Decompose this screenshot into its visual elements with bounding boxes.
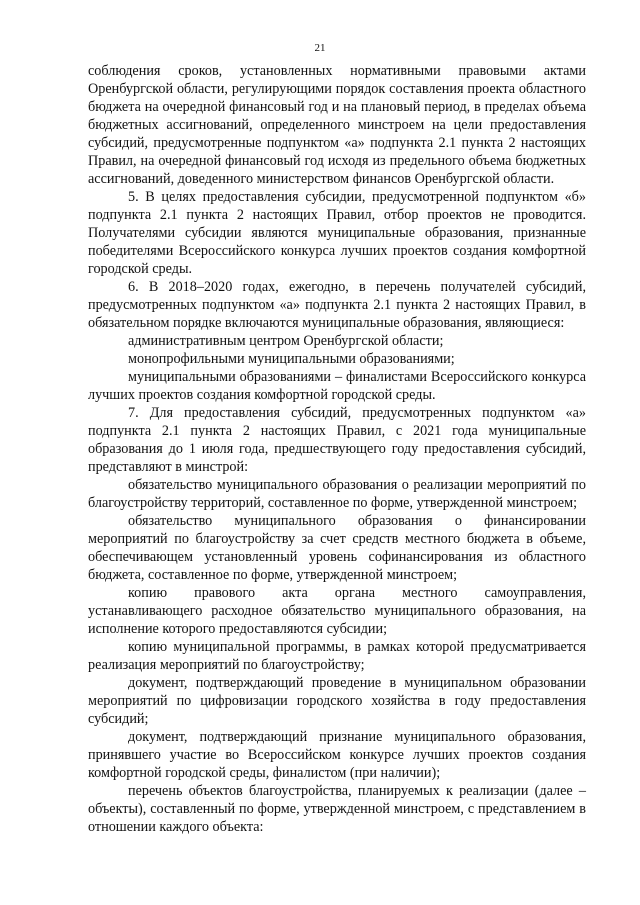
paragraph: копию правового акта органа местного самоуправления, устанавливающего расходное обязательство муниципального образования, на исполнение которого предоставляются субсидии;	[88, 585, 586, 637]
paragraph: документ, подтверждающий проведение в муниципальном образовании мероприятий по цифровизации городского хозяйства в году предоставления субсидий;	[88, 675, 586, 727]
paragraph: монопрофильными муниципальными образованиями;	[128, 351, 455, 367]
paragraph: 5. В целях предоставления субсидии, предусмотренной подпунктом «б» подпункта 2.1 пункта 2 настоящих Правил, отбор проектов не проводится. Получателями субсидии являются муниципальные образования, признанные победителями Всероссийского конкурса лучших проектов создания комфортной городской среды.	[88, 189, 586, 277]
paragraph: 7. Для предоставления субсидий, предусмотренных подпунктом «а» подпункта 2.1 пункта 2 настоящих Правил, с 2021 года муниципальные образования до 1 июля года, предшествующего году предоставления субсидий, представляют в минстрой:	[88, 405, 586, 475]
page-number: 21	[314, 42, 326, 54]
paragraph: обязательство муниципального образования о реализации мероприятий по благоустройству территорий, составленное по форме, утвержденной минстроем;	[88, 477, 586, 511]
paragraph: документ, подтверждающий признание муниципального образования, принявшего участие во Всероссийском конкурсе лучших проектов создания комфортной городской среды, финалистом (при наличии);	[88, 729, 586, 781]
paragraph: обязательство муниципального образования о финансировании мероприятий по благоустройству за счет средств местного бюджета в объеме, обеспечивающем установленный уровень софинансирования из областного бюджета, составленное по форме, утвержденной минстроем;	[88, 513, 586, 583]
paragraph: соблюдения сроков, установленных нормативными правовыми актами Оренбургской области, регулирующими порядок составления проекта областного бюджета на очередной финансовый год и на плановый период, в пределах объема бюджетных ассигнований, определенного минстроем на цели предоставления субсидий, предусмотренные подпунктом «а» подпункта 2.1 пункта 2 настоящих Правил, на очередной финансовый год исходя из предельного объема бюджетных ассигнований, доведенного министерством финансов Оренбургской области.	[88, 63, 586, 187]
body-text	[88, 62, 586, 836]
paragraph: перечень объектов благоустройства, планируемых к реализации (далее – объекты), составленный по форме, утвержденной минстроем, с представлением в отношении каждого объекта:	[88, 783, 586, 835]
paragraph: копию муниципальной программы, в рамках которой предусматривается реализация мероприятий по благоустройству;	[88, 639, 586, 673]
paragraph: административным центром Оренбургской области;	[128, 333, 444, 349]
paragraph: муниципальными образованиями – финалистами Всероссийского конкурса лучших проектов создания комфортной городской среды.	[88, 369, 586, 403]
paragraph: 6. В 2018–2020 годах, ежегодно, в перечень получателей субсидий, предусмотренных подпунктом «а» подпункта 2.1 пункта 2 настоящих Правил, в обязательном порядке включаются муниципальные образования, являющиеся:	[88, 279, 586, 331]
